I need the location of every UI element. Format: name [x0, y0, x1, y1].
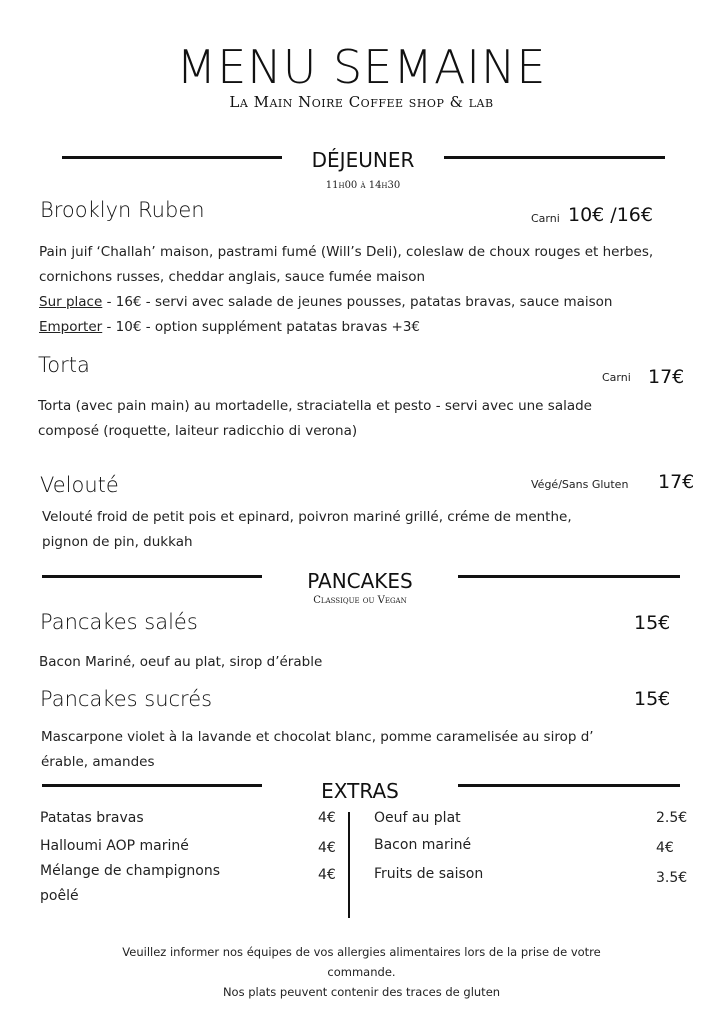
description-line: Torta (avec pain main) au mortadelle, straciatella et pesto - servi avec une salade: [38, 398, 592, 414]
extra-item-price: 4€: [318, 867, 336, 883]
extras-column-divider: [348, 812, 350, 918]
extra-item-price: 3.5€: [656, 870, 688, 886]
option-label: Emporter: [39, 319, 103, 335]
footer-line: commande.: [327, 965, 396, 979]
extra-item-name: Patatas bravas: [40, 810, 144, 826]
extra-item-price: 4€: [318, 810, 336, 826]
section-subtitle: Classique ou Vegan: [313, 595, 407, 606]
section-rule-right: [458, 784, 680, 787]
extra-item-name-continued: poêlé: [40, 888, 79, 904]
description-line: Velouté froid de petit pois et epinard, poivron mariné grillé, créme de menthe,: [42, 509, 572, 525]
dish-name-pancakes-sales: Pancakes salés: [40, 610, 198, 634]
section-rule-left: [42, 575, 262, 578]
dish-description: [39, 240, 699, 340]
description-line: pignon de pin, dukkah: [42, 534, 193, 550]
extra-item-price: 2.5€: [656, 810, 688, 826]
dish-description: [42, 505, 682, 555]
extra-item-name: Oeuf au plat: [374, 810, 461, 826]
dish-name-veloute: Velouté: [40, 473, 119, 497]
option-line-emporter: [39, 315, 699, 340]
option-text: - 10€ - option supplément patatas bravas +3€: [102, 319, 421, 335]
section-title-dejeuner: DÉJEUNER: [311, 148, 415, 172]
dish-price: 17€: [648, 366, 685, 388]
footer-line: Nos plats peuvent contenir des traces de gluten: [222, 985, 501, 999]
section-rule-right: [444, 156, 665, 159]
dish-price: 15€: [634, 688, 671, 710]
option-line-sur-place: [39, 290, 699, 315]
dish-price: 10€ /16€: [568, 204, 653, 226]
description-line: Bacon Mariné, oeuf au plat, sirop d’érable: [39, 654, 323, 670]
dish-description: [38, 394, 678, 444]
description-line: Mascarpone violet à la lavande et chocolat blanc, pomme caramelisée au sirop d’: [41, 729, 594, 745]
dish-tag: Végé/Sans Gluten: [531, 478, 629, 491]
dish-price: 15€: [634, 612, 671, 634]
extra-item-name: Bacon mariné: [374, 837, 472, 853]
section-title-pancakes: PANCAKES: [307, 569, 413, 593]
dish-name-torta: Torta: [38, 353, 90, 377]
extra-item-price: 4€: [318, 840, 336, 856]
dish-tag: Carni: [602, 371, 631, 384]
dish-description: [41, 725, 681, 775]
menu-title: MENU SEMAINE: [176, 40, 547, 94]
dish-description: [39, 650, 679, 675]
shop-subtitle: La Main Noire Coffee shop & lab: [229, 93, 494, 111]
option-label: Sur place: [39, 294, 103, 310]
section-title-extras: EXTRAS: [321, 779, 399, 803]
dish-name-pancakes-sucres: Pancakes sucrés: [40, 687, 213, 711]
dish-name-brooklyn-ruben: Brooklyn Ruben: [40, 198, 205, 222]
section-rule-right: [458, 575, 680, 578]
description-line: Pain juif ‘Challah’ maison, pastrami fumé (Will’s Deli), coleslaw de choux rouges et herbes,: [39, 244, 654, 260]
description-line: cornichons russes, cheddar anglais, sauce fumée maison: [39, 269, 426, 285]
option-text: - 16€ - servi avec salade de jeunes pousses, patatas bravas, sauce maison: [102, 294, 613, 310]
description-line: érable, amandes: [41, 754, 155, 770]
section-hours: 11h00 à 14h30: [325, 180, 401, 191]
footer-line: Veuillez informer nos équipes de vos allergies alimentaires lors de la prise de votre: [122, 945, 601, 959]
extra-item-name: Fruits de saison: [374, 866, 484, 882]
section-rule-left: [62, 156, 282, 159]
description-line: composé (roquette, laiteur radicchio di verona): [38, 423, 358, 439]
allergy-notice: [0, 942, 723, 1002]
extra-item-name: Halloumi AOP mariné: [40, 838, 189, 854]
section-rule-left: [42, 784, 262, 787]
extra-item-name: Mélange de champignons: [40, 863, 220, 879]
dish-price: 17€: [658, 471, 695, 493]
extra-item-price: 4€: [656, 840, 674, 856]
dish-tag: Carni: [531, 212, 560, 225]
